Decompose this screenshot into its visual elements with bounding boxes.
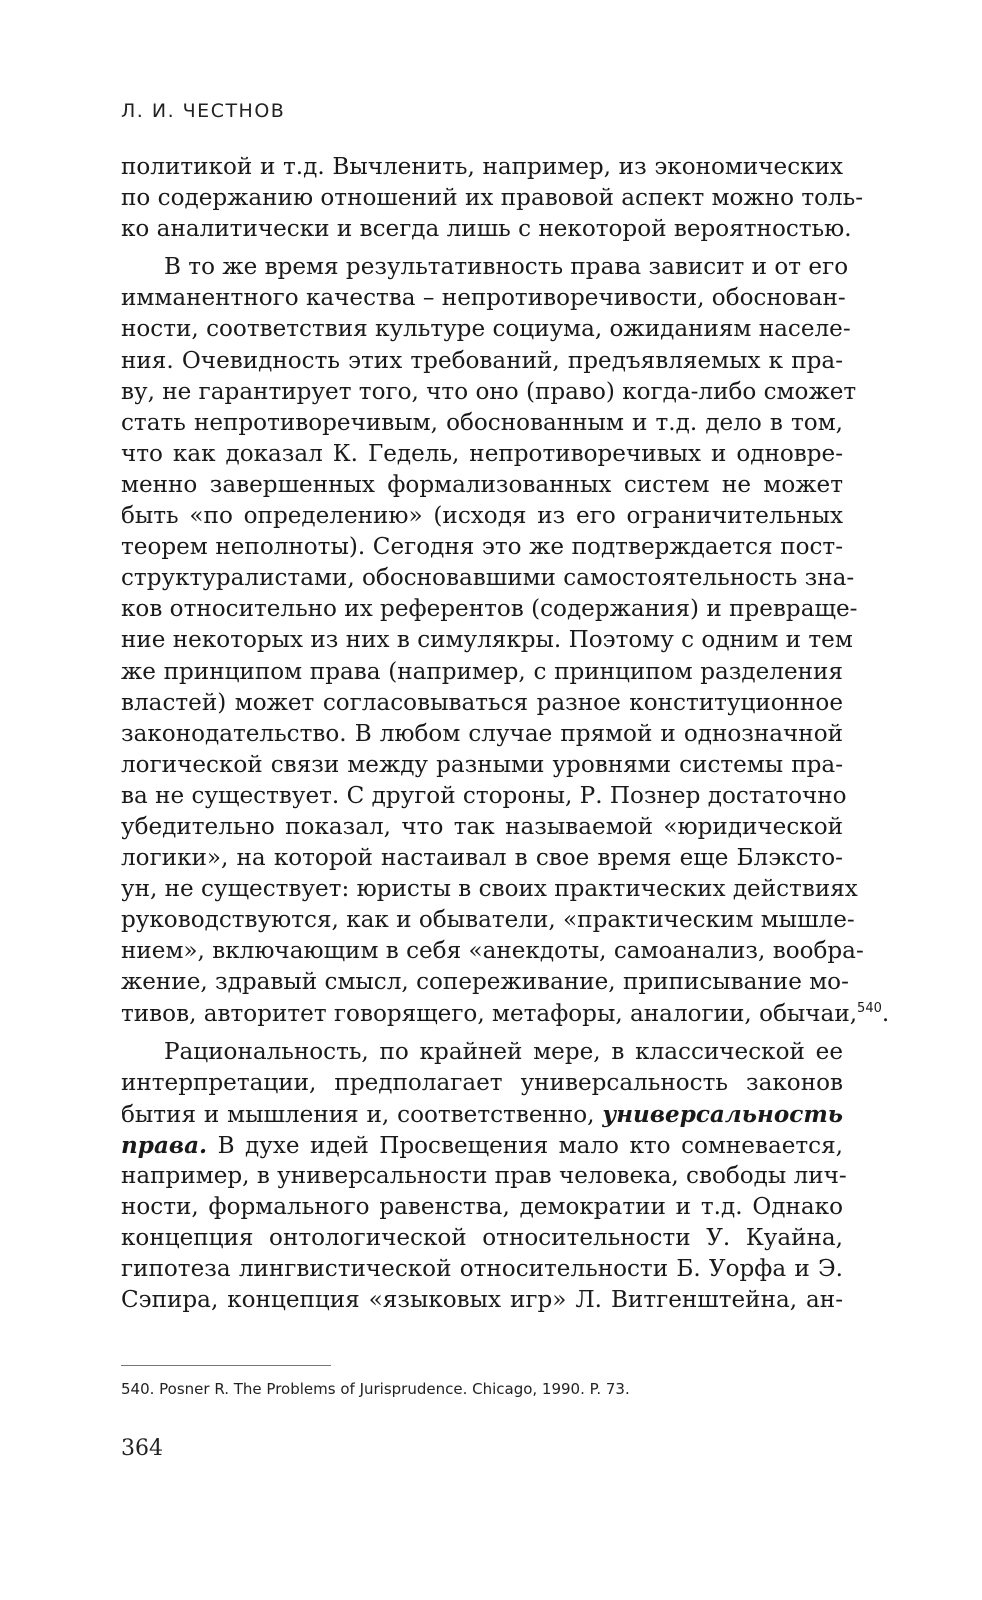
text-line: же принципом права (например, с принципом разделения: [121, 658, 843, 685]
text-fragment: тивов, авторитет говорящего, метафоры, аналогии, обычаи,: [121, 1000, 858, 1027]
text-line: ву, не гарантирует того, что оно (право) когда-либо сможет: [121, 378, 857, 405]
text-fragment: В духе идей Просвещения мало кто сомневается,: [207, 1132, 843, 1159]
text-line: концепция онтологической относительности У. Куайна,: [121, 1225, 843, 1252]
paragraph-3: [121, 1037, 847, 1317]
text-line: нием», включающим в себя «анекдоты, самоанализ, вообра-: [121, 938, 864, 965]
text-line: структуралистами, обосновавшими самостоятельность зна-: [121, 565, 855, 592]
text-line: убедительно показал, что так называемой «юридической: [121, 813, 843, 840]
text-line: например, в универсальности прав человека, свободы лич-: [121, 1163, 847, 1189]
text-line: руководствуются, как и обыватели, «практическим мышле-: [121, 907, 855, 934]
text-line: ности, формального равенства, демократии и т.д. Однако: [121, 1194, 843, 1221]
text-line: стать непротиворечивым, обоснованным и т.д. дело в том,: [121, 409, 843, 436]
text-line: интерпретации, предполагает универсальность законов: [121, 1069, 843, 1096]
text-line: логики», на которой настаивал в свое время еще Блэксто-: [121, 845, 843, 872]
text-line: жение, здравый смысл, сопереживание, приписывание мо-: [121, 969, 849, 996]
text-line: законодательство. В любом случае прямой и однозначной: [121, 720, 843, 747]
text-line: ности, соответствия культуре социума, ожиданиям населе-: [121, 316, 851, 343]
footnote-text: 540. Posner R. The Problems of Jurisprudence. Chicago, 1990. P. 73.: [121, 1380, 630, 1398]
text-line: Рациональность, по крайней мере, в классической ее: [164, 1038, 843, 1065]
paragraph-1: [121, 152, 864, 245]
text-fragment: бытия и мышления и, соответственно,: [121, 1101, 603, 1128]
footnote-ref[interactable]: 540: [857, 1000, 882, 1016]
text-line: [121, 1130, 843, 1161]
text-line: В то же время результативность права зависит и от его: [164, 254, 849, 281]
text-line: Сэпира, концепция «языковых игр» Л. Витгенштейна, ан-: [121, 1287, 843, 1314]
text-line: ния. Очевидность этих требований, предъявляемых к пра-: [121, 347, 843, 374]
text-line: ко аналитически и всегда лишь с некоторой вероятностью.: [121, 216, 852, 243]
text-line: что как доказал К. Гедель, непротиворечивых и одновре-: [121, 440, 843, 467]
text-line: ун, не существует: юристы в своих практических действиях: [121, 876, 858, 903]
emphasis-text: права.: [121, 1131, 208, 1159]
text-line: по содержанию отношений их правовой аспект можно толь-: [121, 185, 864, 212]
emphasis-text: универсальность: [602, 1100, 843, 1128]
text-line: ва не существует. С другой стороны, Р. Познер достаточно: [121, 782, 847, 809]
text-line: теорем неполноты). Сегодня это же подтверждается пост-: [121, 534, 843, 561]
running-head: Л. И. ЧЕСТНОВ: [121, 100, 286, 122]
text-line: имманентного качества – непротиворечивости, обоснован-: [121, 285, 846, 312]
paragraph-2: [121, 252, 890, 1029]
text-line: политикой и т.д. Вычленить, например, из экономических: [121, 154, 843, 180]
page-number: 364: [121, 1436, 163, 1461]
body-text: [121, 152, 890, 1316]
footnote-divider: [121, 1365, 331, 1366]
text-line: ков относительно их референтов (содержания) и превраще-: [121, 596, 858, 623]
text-line: логической связи между разными уровнями системы пра-: [121, 751, 843, 778]
text-line: властей) может согласовываться разное конституционное: [121, 689, 843, 716]
text-fragment: .: [881, 1000, 890, 1027]
text-line-last: [121, 999, 890, 1030]
text-line: менно завершенных формализованных систем не может: [121, 471, 843, 498]
text-line: быть «по определению» (исходя из его ограничительных: [121, 503, 843, 530]
text-line: ние некоторых из них в симулякры. Поэтому с одним и тем: [121, 627, 853, 654]
text-line: гипотеза лингвистической относительности Б. Уорфа и Э.: [121, 1256, 843, 1283]
text-line: [121, 1099, 843, 1130]
